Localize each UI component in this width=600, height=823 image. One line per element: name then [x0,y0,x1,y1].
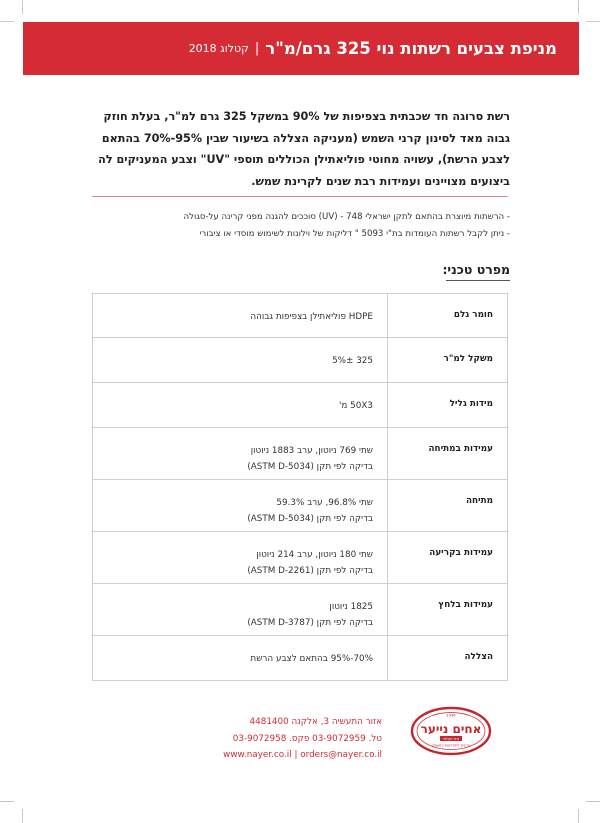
table-row [93,338,507,383]
crop-mark [586,21,600,22]
value-line: 325 5%± [332,356,373,366]
specs-title-underline [446,280,510,281]
row-value [93,294,387,337]
value-line: בדיקה לפי תקן (ASTM D-3787) [247,618,373,628]
row-value [93,428,387,479]
note-item: - הרשתות מיוצרת בהתאם לתקן ישראלי 748 - (UV) סוככים להגנה מפני קרינה על-סגולה [183,212,510,222]
row-value [93,480,387,531]
crop-mark [586,801,600,802]
value-line: בדיקה לפי תקן (ASTM D-5034) [247,462,373,472]
page-title: מניפת צבעים רשתות נוי 325 גרם/מ"ר [265,39,557,58]
crop-mark [0,21,14,22]
value-line: שתי 769 ניוטון, ערב 1883 ניוטון [250,446,373,456]
address: אזור התעשיה 3, אלקנה 4481400 [249,717,382,727]
value-line: בדיקה לפי תקן (ASTM D-5034) [247,514,373,524]
row-label: עמידות בקריעה [387,532,507,583]
row-label: מתיחה [387,480,507,531]
table-row [93,584,507,636]
table-row [93,383,507,428]
divider [92,196,508,197]
row-value [93,383,387,427]
crop-mark [0,801,14,802]
row-value [93,636,387,680]
row-value [93,338,387,382]
logo-mark: 1936 [446,713,456,718]
value-line: 1825 ניוטון [329,602,373,612]
value-line: שתי 96.8%, ערב 59.3% [276,498,373,508]
value-line: 70%-95% בהתאם לצבע הרשת [250,654,373,664]
row-value [93,532,387,583]
row-value [93,584,387,635]
row-label: עמידות במתיחה [387,428,507,479]
value-line: שתי 180 ניוטון, ערב 214 ניוטון [256,550,373,560]
logo-tagline: ציוד חקלאי [442,736,460,741]
specs-table [92,293,508,681]
table-row [93,636,507,680]
table-row [93,480,507,532]
table-row [93,532,507,584]
notes-list [92,209,510,243]
row-label: חומר גלם [387,294,507,337]
row-label: עמידות בלחץ [387,584,507,635]
logo-slogan: אריגים לחקלאות ותעשייה [431,743,471,748]
specs-title: מפרט טכני: [442,262,510,277]
table-row [93,294,507,338]
header-banner [23,22,579,75]
row-label: מידות גליל [387,383,507,427]
web-email-link[interactable]: www.nayer.co.il | orders@nayer.co.il [223,750,382,760]
note-item: - ניתן לקבל רשתות העומדות בת"י 5093 " דליקות של וילונות לשימוש מוסדי או ציבורי [199,229,510,239]
crop-mark [22,809,23,823]
phone-fax: טל. 03-9072959 פקס. 03-9072958 [232,733,382,744]
crop-mark [22,0,23,14]
table-row [93,428,507,480]
catalog-label: קטלוג 2018 [188,42,249,55]
row-label: משקל למ"ר [387,338,507,382]
value-line: 50X3 מ' [338,401,373,411]
contact-block [223,714,382,764]
value-line: HDPE פוליאתילן בצפיפות גבוהה [250,312,373,322]
company-logo [410,706,492,756]
crop-mark [578,0,579,14]
logo-wordmark: אחים נייער [420,722,482,736]
header-separator: | [254,41,260,56]
intro-paragraph: רשת סרוגה חד שכבתית בצפיפות של 90% במשקל 325 גרם למ"ר, בעלת חוזק גבוה מאד לסינון קרני השמש (מעניקה הצללה בשיעור שבין 95%-70% בהתאם לצבע הרשת), עשויה מחוטי פוליאתילן הכוללים תוספי "UV" וצבע המעניקים לה ביצועים מצויינים ועמידות רבת שנים לקרינת שמש. [98,110,510,188]
row-label: הצללה [387,636,507,680]
value-line: בדיקה לפי תקן (ASTM D-2261) [247,566,373,576]
crop-mark [578,809,579,823]
